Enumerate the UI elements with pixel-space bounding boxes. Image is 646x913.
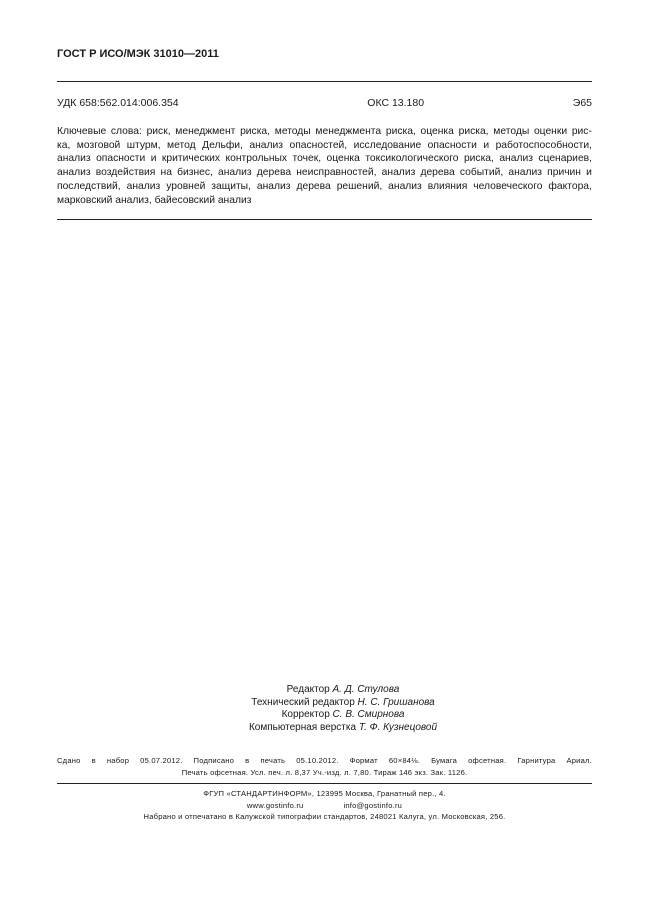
word: и (150, 153, 157, 165)
document-title: ГОСТ Р ИСО/МЭК 31010—2011 (57, 48, 219, 60)
group-code: Э65 (572, 97, 592, 109)
word: анализ (249, 139, 284, 151)
word: анализ (126, 180, 161, 192)
word: оценки (533, 126, 568, 137)
word: неисправностей, (296, 167, 377, 179)
credit-role: Технический редактор (251, 696, 355, 708)
credit-editor (0, 684, 646, 697)
word: и (483, 139, 490, 151)
word: опасности (96, 153, 146, 165)
word: оценка (326, 153, 360, 165)
word: причин (547, 167, 581, 179)
word: уровней (166, 180, 206, 192)
word: событий, (459, 167, 504, 179)
divider (57, 219, 592, 220)
credit-role: Компьютерная верстка (248, 721, 357, 733)
word: точек, (292, 153, 322, 165)
word: опасностей, (289, 139, 348, 151)
word: метод (167, 139, 196, 151)
word: анализ (381, 167, 416, 179)
keywords-line (57, 125, 592, 139)
word: исследование (353, 139, 422, 151)
word: методы (274, 126, 311, 137)
credit-tech-editor (0, 697, 646, 710)
credit-name: Т. Ф. Кузнецовой (358, 721, 438, 733)
credit-layout (0, 722, 646, 735)
word: Дельфи, (202, 139, 243, 151)
keywords-line (57, 152, 592, 166)
word: последствий, (57, 180, 121, 192)
credit-role: Корректор (281, 709, 330, 721)
word: Ключевые (57, 126, 107, 137)
word: опасности (427, 139, 477, 151)
udk-code: УДК 658:562.014:006.354 (57, 97, 179, 109)
word: решений, (336, 180, 383, 192)
word: критических (161, 153, 221, 165)
keywords-line (57, 166, 592, 180)
word: влияния (427, 180, 468, 192)
credit-name: С. В. Смирнова (332, 709, 405, 721)
publisher-address: ФГУП «СТАНДАРТИНФОРМ», 123995 Москва, Гранатный пер., 4. (203, 789, 446, 798)
word: бизнес, (177, 167, 213, 179)
publisher-block (57, 788, 592, 823)
word: анализ (218, 167, 252, 179)
keywords-line (57, 139, 592, 153)
word: риска, (240, 126, 271, 137)
credit-name: А. Д. Стулова (332, 684, 400, 695)
word: дерева (420, 167, 455, 179)
word: риск, (146, 126, 171, 137)
word: рис- (571, 126, 592, 137)
word: человеческого (473, 180, 543, 192)
imprint-line: Сдано в набор 05.07.2012. Подписано в печать 05.10.2012. Формат 60×84⅛. Бумага офсетная. Гарнитура Ариал. (57, 756, 592, 765)
word: и (586, 167, 592, 179)
imprint-line: Печать офсетная. Усл. печ. л. 8,37 Уч.-изд. л. 7,80. Тираж 146 экз. Зак. 1126. (181, 768, 468, 777)
word: ка, (57, 139, 71, 151)
divider (57, 783, 592, 784)
word: фактора, (548, 180, 592, 192)
word: на (160, 167, 172, 179)
word: сценариев, (538, 153, 592, 165)
word: контрольных (225, 153, 288, 165)
word: анализ (57, 167, 91, 179)
word: воздействия (95, 167, 156, 179)
keywords-line (57, 180, 592, 194)
word: работоспособности, (495, 139, 592, 151)
word: менеджмента (315, 126, 382, 137)
credits-block (0, 684, 646, 734)
word: защиты, (211, 180, 251, 192)
word: дерева (296, 180, 331, 192)
imprint-block (57, 755, 592, 779)
oks-code: ОКС 13.180 (367, 97, 425, 109)
keywords-line: марковский анализ, байесовский анализ (57, 194, 252, 206)
printing-house: Набрано и отпечатано в Калужской типографии стандартов, 248021 Калуга, ул. Московская, 256. (143, 812, 506, 821)
divider (57, 81, 592, 82)
word: штурм, (126, 139, 161, 151)
word: оценка (420, 126, 454, 137)
word: анализ (499, 153, 533, 165)
word: риска, (458, 126, 489, 137)
word: дерева (256, 167, 292, 179)
word: анализ (508, 167, 542, 179)
word: анализ (388, 180, 422, 192)
publisher-email[interactable]: info@gostinfo.ru (343, 800, 403, 810)
word: риска, (463, 153, 494, 165)
word: токсикологического (365, 153, 459, 165)
word: методы (493, 126, 530, 137)
publisher-website[interactable]: www.gostinfo.ru (246, 800, 304, 810)
word: мозговой (76, 139, 121, 151)
credit-role: Редактор (286, 684, 330, 695)
word: слова: (110, 126, 142, 137)
classification-row (57, 97, 592, 109)
word: анализ (57, 153, 91, 165)
credit-name: Н. С. Гришанова (357, 696, 435, 708)
keywords-paragraph (57, 125, 592, 207)
word: риска, (385, 126, 416, 137)
word: анализ (256, 180, 291, 192)
word: менеджмент (175, 126, 236, 137)
credit-corrector (0, 709, 646, 722)
